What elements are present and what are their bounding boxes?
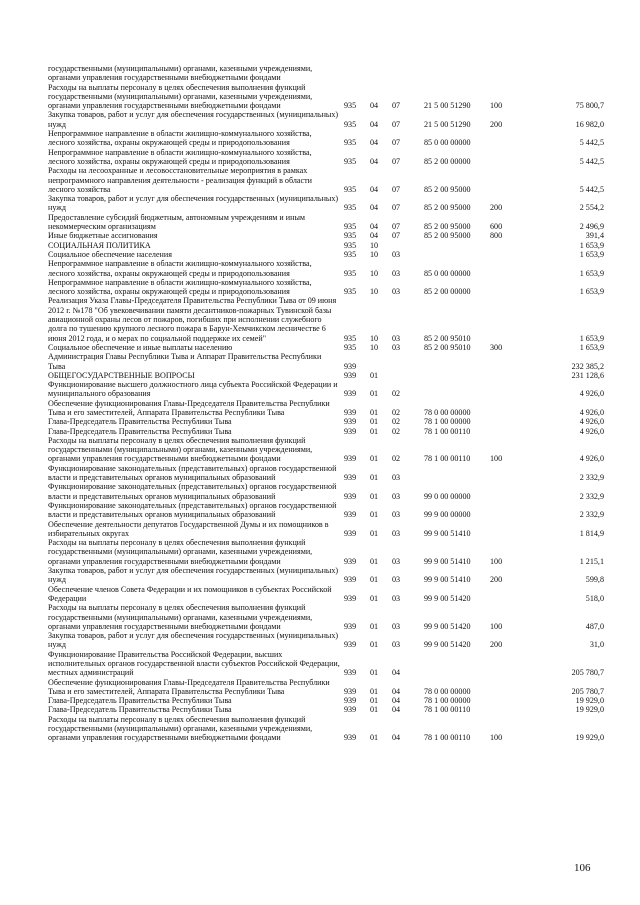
table-row	[48, 83, 604, 111]
item-name: Иные бюджетные ассигнования	[48, 231, 158, 241]
amount: 1 653,9	[579, 268, 604, 278]
item-name: Социальное обеспечение населения	[48, 249, 172, 259]
amount: 5 442,5	[579, 156, 604, 166]
amount: 487,0	[585, 621, 604, 631]
section-code: 10	[370, 333, 379, 343]
target-item-code: 78 1 00 00000	[424, 696, 471, 706]
table-row	[48, 399, 604, 418]
section-code: 04	[370, 156, 379, 166]
ministry-code: 935	[344, 342, 357, 352]
expense-type-code: 300	[490, 342, 503, 352]
table-row	[48, 436, 604, 464]
section-code: 10	[370, 342, 379, 352]
target-item-code: 99 9 00 51420	[424, 621, 471, 631]
item-name: Предоставление субсидий бюджетным, автономным учреждениям и иным некоммерческим организациям	[48, 212, 306, 232]
subsection-code: 02	[392, 426, 401, 436]
subsection-code: 03	[392, 287, 401, 297]
item-name: Глава-Председатель Правительства Республики Тыва	[48, 696, 232, 706]
table-row	[48, 464, 604, 483]
item-name: Обеспечение членов Совета Федерации и их помощников в субъектах Российской Федерации	[48, 584, 332, 603]
section-code: 01	[370, 454, 379, 464]
target-item-code: 78 1 00 00110	[424, 705, 471, 715]
amount: 19 929,0	[575, 733, 604, 743]
section-code: 01	[370, 426, 379, 436]
amount: 2 332,9	[579, 491, 604, 501]
expense-type-code: 100	[490, 733, 503, 743]
amount: 19 929,0	[575, 696, 604, 706]
subsection-code: 03	[392, 575, 401, 585]
section-code: 01	[370, 510, 379, 520]
subsection-code: 07	[392, 231, 401, 241]
ministry-code: 935	[344, 101, 357, 111]
table-row	[48, 585, 604, 604]
section-code: 01	[370, 389, 379, 399]
item-name: Функционирование законодательных (представительных) органов государственной власти и представительных органов муниципальных образований	[48, 500, 337, 520]
subsection-code: 02	[392, 417, 401, 427]
amount: 4 926,0	[579, 426, 604, 436]
table-row	[48, 380, 604, 399]
target-item-code: 99 0 00 00000	[424, 491, 471, 501]
amount: 2 332,9	[579, 473, 604, 483]
section-code: 01	[370, 370, 379, 380]
table-row	[48, 166, 604, 194]
subsection-code: 03	[392, 621, 401, 631]
ministry-code: 935	[344, 156, 357, 166]
ministry-code: 939	[344, 621, 357, 631]
amount: 1 653,9	[579, 240, 604, 250]
section-code: 04	[370, 203, 379, 213]
section-code: 10	[370, 240, 379, 250]
ministry-code: 939	[344, 389, 357, 399]
expense-type-code: 200	[490, 119, 503, 129]
subsection-code: 03	[392, 640, 401, 650]
amount: 4 926,0	[579, 407, 604, 417]
table-row	[48, 715, 604, 743]
target-item-code: 78 1 00 00000	[424, 417, 471, 427]
table-row	[48, 129, 604, 148]
amount: 2 332,9	[579, 510, 604, 520]
subsection-code: 03	[392, 510, 401, 520]
ministry-code: 939	[344, 668, 357, 678]
amount: 1 653,9	[579, 333, 604, 343]
subsection-code: 03	[392, 473, 401, 483]
expense-type-code: 200	[490, 203, 503, 213]
subsection-code: 07	[392, 184, 401, 194]
table-row	[48, 241, 604, 250]
section-code: 01	[370, 705, 379, 715]
subsection-code: 07	[392, 203, 401, 213]
target-item-code: 85 2 00 95010	[424, 342, 471, 352]
section-code: 01	[370, 668, 379, 678]
section-code: 10	[370, 249, 379, 259]
target-item-code: 99 9 00 51420	[424, 593, 471, 603]
subsection-code: 04	[392, 733, 401, 743]
item-name: Закупка товаров, работ и услуг для обеспечения государственных (муниципальных) нужд	[48, 631, 339, 650]
amount: 1 653,9	[579, 342, 604, 352]
table-row	[48, 501, 604, 520]
ministry-code: 935	[344, 268, 357, 278]
item-name: Закупка товаров, работ и услуг для обеспечения государственных (муниципальных) нужд	[48, 110, 339, 129]
table-row	[48, 250, 604, 259]
section-code: 04	[370, 222, 379, 232]
expense-type-code: 600	[490, 222, 503, 232]
section-code: 01	[370, 575, 379, 585]
ministry-code: 939	[344, 473, 357, 483]
ministry-code: 935	[344, 240, 357, 250]
section-code: 01	[370, 473, 379, 483]
ministry-code: 939	[344, 491, 357, 501]
ministry-code: 935	[344, 287, 357, 297]
subsection-code: 04	[392, 668, 401, 678]
amount: 2 554,2	[579, 203, 604, 213]
section-code: 04	[370, 184, 379, 194]
target-item-code: 78 0 00 00000	[424, 407, 471, 417]
table-row	[48, 371, 604, 380]
item-name: Закупка товаров, работ и услуг для обеспечения государственных (муниципальных) нужд	[48, 566, 339, 585]
subsection-code: 02	[392, 407, 401, 417]
budget-table	[48, 64, 604, 743]
table-row	[48, 259, 604, 278]
table-row	[48, 194, 604, 213]
table-row	[48, 64, 604, 83]
table-row	[48, 566, 604, 585]
expense-type-code: 100	[490, 556, 503, 566]
subsection-code: 03	[392, 249, 401, 259]
subsection-code: 04	[392, 686, 401, 696]
table-row	[48, 278, 604, 297]
subsection-code: 04	[392, 696, 401, 706]
ministry-code: 939	[344, 705, 357, 715]
target-item-code: 99 9 00 51410	[424, 528, 471, 538]
subsection-code: 03	[392, 491, 401, 501]
table-row	[48, 482, 604, 501]
target-item-code: 85 2 00 95000	[424, 231, 471, 241]
target-item-code: 85 2 00 95010	[424, 333, 471, 343]
amount: 518,0	[585, 593, 604, 603]
amount: 1 653,9	[579, 249, 604, 259]
section-code: 01	[370, 417, 379, 427]
section-code: 01	[370, 528, 379, 538]
section-code: 04	[370, 101, 379, 111]
section-code: 10	[370, 268, 379, 278]
ministry-code: 939	[344, 528, 357, 538]
amount: 205 780,7	[571, 686, 604, 696]
section-code: 01	[370, 621, 379, 631]
target-item-code: 78 1 00 00110	[424, 454, 471, 464]
ministry-code: 939	[344, 407, 357, 417]
target-item-code: 99 9 00 00000	[424, 510, 471, 520]
target-item-code: 78 0 00 00000	[424, 686, 471, 696]
item-name: ОБЩЕГОСУДАРСТВЕННЫЕ ВОПРОСЫ	[48, 370, 195, 380]
item-name: Непрограммное направление в области жилищно-коммунального хозяйства, лесного хозяйства, охраны окружающей среды и природопользования	[48, 129, 312, 148]
ministry-code: 935	[344, 222, 357, 232]
ministry-code: 939	[344, 556, 357, 566]
item-name: Глава-Председатель Правительства Республики Тыва	[48, 426, 232, 436]
target-item-code: 78 1 00 00110	[424, 733, 471, 743]
ministry-code: 939	[344, 510, 357, 520]
table-row	[48, 417, 604, 426]
subsection-code: 07	[392, 222, 401, 232]
subsection-code: 03	[392, 593, 401, 603]
ministry-code: 939	[344, 696, 357, 706]
item-name: Администрация Главы Республики Тыва и Аппарат Правительства Республики Тыва	[48, 352, 322, 371]
item-name: Функционирование Правительства Российской Федерации, высших исполнительных органов государственной власти субъектов Российской Федерации, местных администраций	[48, 649, 340, 678]
target-item-code: 85 2 00 00000	[424, 287, 471, 297]
item-name: Расходы на выплаты персоналу в целях обеспечения выполнения функций государственными (муниципальными) органами, казенными учреждениями, органами управления государственными внебюджетными фондами	[48, 435, 313, 464]
ministry-code: 935	[344, 203, 357, 213]
amount: 31,0	[589, 640, 604, 650]
item-name: Закупка товаров, работ и услуг для обеспечения государственных (муниципальных) нужд	[48, 194, 339, 213]
item-name: Функционирование законодательных (представительных) органов государственной власти и представительных органов муниципальных образований	[48, 482, 337, 501]
table-row	[48, 538, 604, 566]
section-code: 01	[370, 491, 379, 501]
expense-type-code: 200	[490, 575, 503, 585]
ministry-code: 935	[344, 231, 357, 241]
section-code: 01	[370, 686, 379, 696]
amount: 4 926,0	[579, 417, 604, 427]
target-item-code: 85 0 00 00000	[424, 138, 471, 148]
subsection-code: 03	[392, 556, 401, 566]
item-name: Социальное обеспечение и иные выплаты населению	[48, 342, 233, 352]
target-item-code: 99 9 00 51420	[424, 640, 471, 650]
section-code: 04	[370, 138, 379, 148]
item-name: Глава-Председатель Правительства Республики Тыва	[48, 417, 232, 427]
table-row	[48, 352, 604, 371]
ministry-code: 939	[344, 370, 357, 380]
subsection-code: 03	[392, 342, 401, 352]
table-row	[48, 148, 604, 167]
section-code: 01	[370, 556, 379, 566]
subsection-code: 02	[392, 454, 401, 464]
amount: 16 982,0	[575, 119, 604, 129]
amount: 4 926,0	[579, 454, 604, 464]
table-row	[48, 678, 604, 697]
amount: 4 926,0	[579, 389, 604, 399]
amount: 1 215,1	[579, 556, 604, 566]
target-item-code: 21 5 00 51290	[424, 101, 471, 111]
ministry-code: 935	[344, 249, 357, 259]
expense-type-code: 800	[490, 231, 503, 241]
amount: 1 814,9	[579, 528, 604, 538]
subsection-code: 03	[392, 528, 401, 538]
ministry-code: 939	[344, 593, 357, 603]
subsection-code: 07	[392, 101, 401, 111]
table-row	[48, 343, 604, 352]
expense-type-code: 200	[490, 640, 503, 650]
item-name: Непрограммное направление в области жилищно-коммунального хозяйства, лесного хозяйства, охраны окружающей среды и природопользования	[48, 277, 312, 297]
ministry-code: 939	[344, 454, 357, 464]
amount: 205 780,7	[571, 668, 604, 678]
item-name: Расходы на выплаты персоналу в целях обеспечения выполнения функций государственными (муниципальными) органами, казенными учреждениями, органами управления государственными внебюджетными фондами	[48, 603, 313, 631]
ministry-code: 935	[344, 333, 357, 343]
amount: 599,8	[585, 575, 604, 585]
ministry-code: 935	[344, 184, 357, 194]
section-code: 10	[370, 287, 379, 297]
ministry-code: 939	[344, 417, 357, 427]
table-row	[48, 603, 604, 631]
item-name: Непрограммное направление в области жилищно-коммунального хозяйства, лесного хозяйства, охраны окружающей среды и природопользования	[48, 259, 312, 278]
subsection-code: 03	[392, 333, 401, 343]
amount: 1 653,9	[579, 287, 604, 297]
item-name: Расходы на выплаты персоналу в целях обеспечения выполнения функций государственными (муниципальными) органами, казенными учреждениями, органами управления государственными внебюджетными фондами	[48, 538, 313, 566]
section-code: 01	[370, 407, 379, 417]
amount: 5 442,5	[579, 138, 604, 148]
target-item-code: 85 2 00 95000	[424, 203, 471, 213]
ministry-code: 939	[344, 733, 357, 743]
table-row	[48, 520, 604, 539]
target-item-code: 85 2 00 00000	[424, 156, 471, 166]
target-item-code: 85 0 00 00000	[424, 268, 471, 278]
target-item-code: 99 9 00 51410	[424, 556, 471, 566]
ministry-code: 939	[344, 426, 357, 436]
item-name: Расходы на лесоохранные и лесовосстановительные мероприятия в рамках непрограммного направления деятельности - реализация функций в области лесного хозяйства	[48, 166, 312, 194]
item-name: Расходы на выплаты персоналу в целях обеспечения выполнения функций государственными (муниципальными) органами, казенными учреждениями, органами управления государственными внебюджетными фондами	[48, 82, 313, 111]
amount: 19 929,0	[575, 705, 604, 715]
subsection-code: 03	[392, 268, 401, 278]
expense-type-code: 100	[490, 101, 503, 111]
section-code: 01	[370, 733, 379, 743]
item-name: Функционирование высшего должностного лица субъекта Российской Федерации и муниципального образования	[48, 380, 338, 399]
ministry-code: 935	[344, 138, 357, 148]
section-code: 01	[370, 696, 379, 706]
section-code: 04	[370, 231, 379, 241]
section-code: 01	[370, 640, 379, 650]
table-row	[48, 427, 604, 436]
ministry-code: 939	[344, 686, 357, 696]
section-code: 01	[370, 593, 379, 603]
item-name: Обеспечение функционирования Главы-Председателя Правительства Республики Тыва и его заместителей, Аппарата Правительства Республики Тыва	[48, 677, 330, 696]
amount: 2 496,9	[579, 222, 604, 232]
expense-type-code: 100	[490, 454, 503, 464]
subsection-code: 07	[392, 138, 401, 148]
item-name: Обеспечение функционирования Главы-Председателя Правительства Республики Тыва и его заместителей, Аппарата Правительства Республики Тыва	[48, 398, 330, 417]
item-name: Функционирование законодательных (представительных) органов государственной власти и представительных органов муниципальных образований	[48, 463, 337, 483]
table-row	[48, 213, 604, 232]
item-name: Реализация Указа Главы-Председателя Правительства Республики Тыва от 09 июня 2012 г. №178 "Об увековечивании памяти десантников-пожарных Тувинской базы авиационной охраны лесов от пожаров, погибших при исполнении служебного долга по тушению крупного лесного пожара в Барун-Хемчикском лесничестве 6 июня 2012 года, и о мерах по социальной поддержке их семей"	[48, 296, 337, 343]
amount: 391,4	[585, 231, 604, 241]
table-row	[48, 631, 604, 650]
ministry-code: 939	[344, 640, 357, 650]
amount: 231 128,6	[571, 370, 604, 380]
item-name: СОЦИАЛЬНАЯ ПОЛИТИКА	[48, 240, 151, 250]
item-name: государственными (муниципальными) органами, казенными учреждениями, органами управления государственными внебюджетными фондами	[48, 64, 313, 83]
ministry-code: 939	[344, 575, 357, 585]
subsection-code: 02	[392, 389, 401, 399]
table-row	[48, 296, 604, 342]
table-row	[48, 110, 604, 129]
item-name: Глава-Председатель Правительства Республики Тыва	[48, 705, 232, 715]
table-row	[48, 696, 604, 705]
target-item-code: 78 1 00 00110	[424, 426, 471, 436]
table-row	[48, 650, 604, 678]
subsection-code: 07	[392, 119, 401, 129]
ministry-code: 935	[344, 119, 357, 129]
item-name: Непрограммное направление в области жилищно-коммунального хозяйства, лесного хозяйства, охраны окружающей среды и природопользования	[48, 147, 312, 166]
item-name: Обеспечение деятельности депутатов Государственной Думы и их помощников в избирательных округах	[48, 519, 329, 538]
page-number: 106	[574, 862, 591, 874]
target-item-code: 85 2 00 95000	[424, 222, 471, 232]
target-item-code: 99 9 00 51410	[424, 575, 471, 585]
target-item-code: 85 2 00 95000	[424, 184, 471, 194]
section-code: 04	[370, 119, 379, 129]
amount: 232 385,2	[571, 361, 604, 371]
subsection-code: 07	[392, 156, 401, 166]
target-item-code: 21 5 00 51290	[424, 119, 471, 129]
table-row	[48, 705, 604, 714]
expense-type-code: 100	[490, 621, 503, 631]
subsection-code: 04	[392, 705, 401, 715]
table-row	[48, 231, 604, 240]
ministry-code: 939	[344, 361, 357, 371]
item-name: Расходы на выплаты персоналу в целях обеспечения выполнения функций государственными (муниципальными) органами, казенными учреждениями, органами управления государственными внебюджетными фондами	[48, 714, 313, 743]
amount: 75 800,7	[575, 101, 604, 111]
amount: 5 442,5	[579, 184, 604, 194]
